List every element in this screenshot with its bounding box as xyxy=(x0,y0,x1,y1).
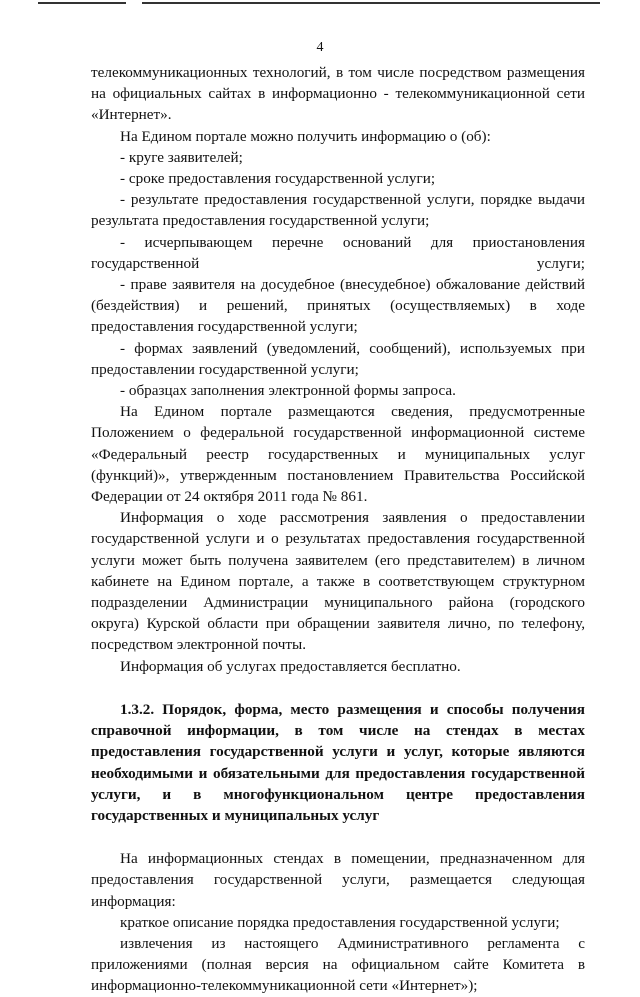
paragraph-portal-info: На Едином портале можно получить информацию о (об): xyxy=(120,127,491,145)
list-item-forms: - формах заявлений (уведомлений, сообщений), используемых при предоставлении государственной услуги; xyxy=(91,339,585,378)
list-item-result: - результате предоставления государственной услуги, порядке выдачи результата предоставления государственной услуги; xyxy=(91,191,585,230)
document-body xyxy=(91,62,585,997)
top-rule-left xyxy=(38,2,126,4)
paragraph-brief-description: краткое описание порядка предоставления государственной услуги; xyxy=(120,913,560,931)
paragraph-extracts: извлечения из настоящего Административного регламента с приложениями (полная версия на официальном сайте Комитета в информационно-телекоммуникационной сети «Интернет»); xyxy=(91,934,585,995)
list-item-samples: - образцах заполнения электронной формы запроса. xyxy=(120,382,456,400)
page-number: 4 xyxy=(316,40,324,55)
list-item-appeal: - праве заявителя на досудебное (внесудебное) обжалование действий (бездействия) и решений, принятых (осуществляемых) в ходе предоставления государственной услуги; xyxy=(91,276,585,336)
section-heading: 1.3.2. Порядок, форма, место размещения и способы получения справочной информации, в том числе на стендах в местах предоставления государственной услуги и услуг, которые являются необходимыми и обязательными для предоставления государственной услуги, и в многофункциональном центре предоставления государственных и муниципальных услуг xyxy=(91,700,585,824)
top-rule-right xyxy=(142,2,600,4)
paragraph-telecom: телекоммуникационных технологий, в том числе посредством размещения на официальных сайтах в информационно - телекоммуникационной сети «Интернет». xyxy=(91,64,585,124)
paragraph-register: На Едином портале размещаются сведения, предусмотренные Положением о федеральной государственной информационной системе «Федеральный реестр государственных и муниципальных услуг (функций)», утвержденным постановлением Правительства Российской Федерации от 24 октября 2011 года № 861. xyxy=(91,403,585,506)
paragraph-status-info: Информация о ходе рассмотрения заявления о предоставлении государственной услуги и о результатах предоставления государственной услуги может быть получена заявителем (его представителем) в личном кабинете на Едином портале, а также в соответствующем структурном подразделении Администрации муниципального района (городского округа) Курской области при обращении заявителя лично, по телефону, посредством электронной почты. xyxy=(91,509,585,654)
paragraph-free: Информация об услугах предоставляется бесплатно. xyxy=(120,657,461,675)
list-item-grounds: - исчерпывающем перечне оснований для приостановления государственной услуги; xyxy=(91,233,585,272)
paragraph-stands: На информационных стендах в помещении, предназначенном для предоставления государственной услуги, размещается следующая информация: xyxy=(91,850,585,910)
list-item-applicants: - круге заявителей; xyxy=(120,148,243,166)
list-item-deadline: - сроке предоставления государственной услуги; xyxy=(120,170,436,188)
